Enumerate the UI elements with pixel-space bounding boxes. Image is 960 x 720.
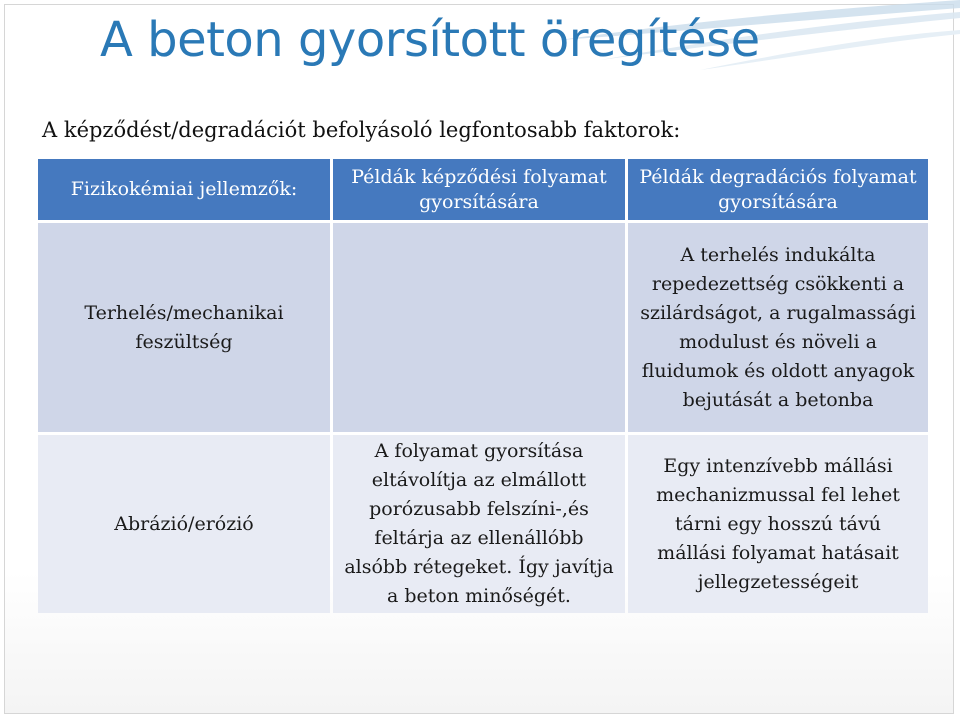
table-header-row (38, 159, 928, 220)
table-row (38, 223, 928, 432)
formation-cell (333, 223, 625, 432)
header-degradation: Példák degradációs folyamat gyorsítására (628, 159, 928, 220)
header-formation: Példák képződési folyamat gyorsítására (333, 159, 625, 220)
formation-cell: A folyamat gyorsítása eltávolítja az elmállott porózusabb felszíni-,és feltárja az ellenállóbb alsóbb rétegeket. Így javítja a beton minőségét. (333, 435, 625, 613)
degradation-cell: Egy intenzívebb mállási mechanizmussal fel lehet tárni egy hosszú távú mállási folyamat hatásait jellegzetességeit (628, 435, 928, 613)
slide-title: A beton gyorsított öregítése (100, 12, 760, 68)
factor-cell: Terhelés/mechanikai feszültség (38, 223, 330, 432)
degradation-cell: A terhelés indukálta repedezettség csökkenti a szilárdságot, a rugalmassági modulust és növeli a fluidumok és oldott anyagok bejutását a betonba (628, 223, 928, 432)
factors-table (35, 156, 931, 616)
table-row (38, 435, 928, 613)
header-factors: Fizikokémiai jellemzők: (38, 159, 330, 220)
slide-subtitle: A képződést/degradációt befolyásoló legfontosabb faktorok: (42, 118, 681, 142)
factor-cell: Abrázió/erózió (38, 435, 330, 613)
